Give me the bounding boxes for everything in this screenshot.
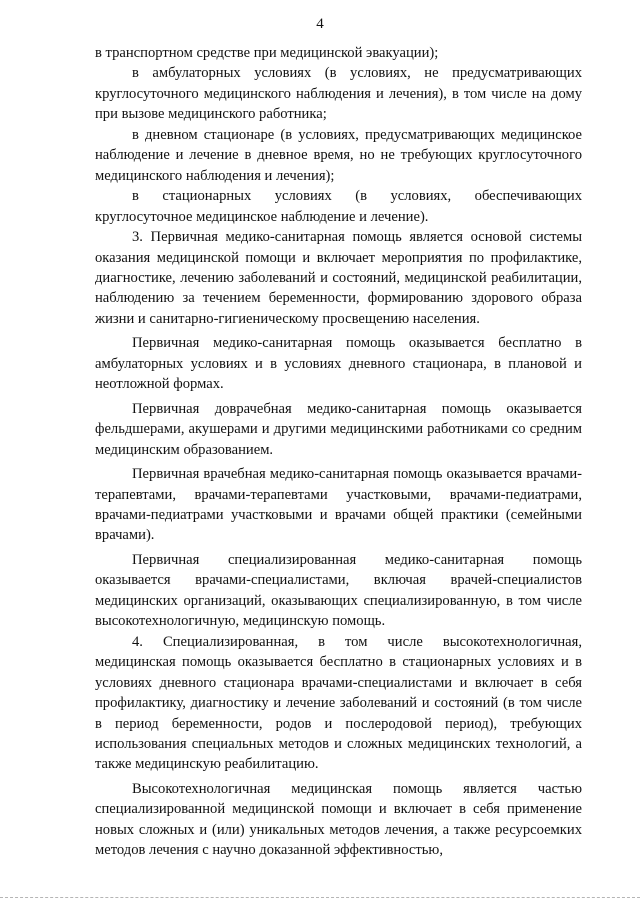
- page-number: 4: [316, 16, 324, 32]
- page-bottom-edge: [0, 897, 640, 899]
- paragraph-high-tech: Высокотехнологичная медицинская помощь является частью специализированной медицинской помощи и включает в себя применение новых сложных и (или) уникальных методов лечения, а также ресурсоемких методов лечения с научно доказанной эффективностью,: [95, 780, 582, 859]
- paragraph-ambulatory: в амбулаторных условиях (в условиях, не предусматривающих круглосуточного медицинского наблюдения и лечения), в том числе на дому при вызове медицинского работника;: [95, 65, 582, 123]
- paragraph-section-4: 4. Специализированная, в том числе высокотехнологичная, медицинская помощь оказывается бесплатно в стационарных условиях и в условиях дневного стационара врачами-специалистами и включает в себя профилактику, диагностику и лечение заболеваний и состояний (в том числе в период беременности, родов и послеродовой период), требующих использования специальных методов и сложных медицинских технологий, а также медицинскую реабилитацию.: [95, 633, 582, 773]
- paragraph-transport: в транспортном средстве при медицинской эвакуации);: [95, 45, 439, 61]
- document-body: [95, 43, 582, 861]
- paragraph-prephysician: Первичная доврачебная медико-санитарная помощь оказывается фельдшерами, акушерами и другими медицинскими работниками со средним медицинским образованием.: [95, 400, 582, 458]
- paragraph-specialized-primary: Первичная специализированная медико-санитарная помощь оказывается врачами-специалистами, включая врачей-специалистов медицинских организаций, оказывающих специализированную, в том числе высокотехнологичную, медицинскую помощь.: [95, 551, 582, 630]
- paragraph-day-hospital: в дневном стационаре (в условиях, предусматривающих медицинское наблюдение и лечение в дневное время, но не требующих круглосуточного медицинского наблюдения и лечения);: [95, 126, 582, 184]
- paragraph-section-3: 3. Первичная медико-санитарная помощь является основой системы оказания медицинской помощи и включает мероприятия по профилактике, диагностике, лечению заболеваний и состояний, медицинской реабилитации, наблюдению за течением беременности, формированию здорового образа жизни и санитарно-гигиеническому просвещению населения.: [95, 229, 582, 327]
- paragraph-inpatient: в стационарных условиях (в условиях, обеспечивающих круглосуточное медицинское наблюдение и лечение).: [95, 188, 582, 225]
- paragraph-primary-free: Первичная медико-санитарная помощь оказывается бесплатно в амбулаторных условиях и в условиях дневного стационара, в плановой и неотложной формах.: [95, 335, 582, 393]
- paragraph-physician: Первичная врачебная медико-санитарная помощь оказывается врачами-терапевтами, врачами-терапевтами участковыми, врачами-педиатрами, врачами-педиатрами участковыми и врачами общей практики (семейными врачами).: [95, 466, 582, 544]
